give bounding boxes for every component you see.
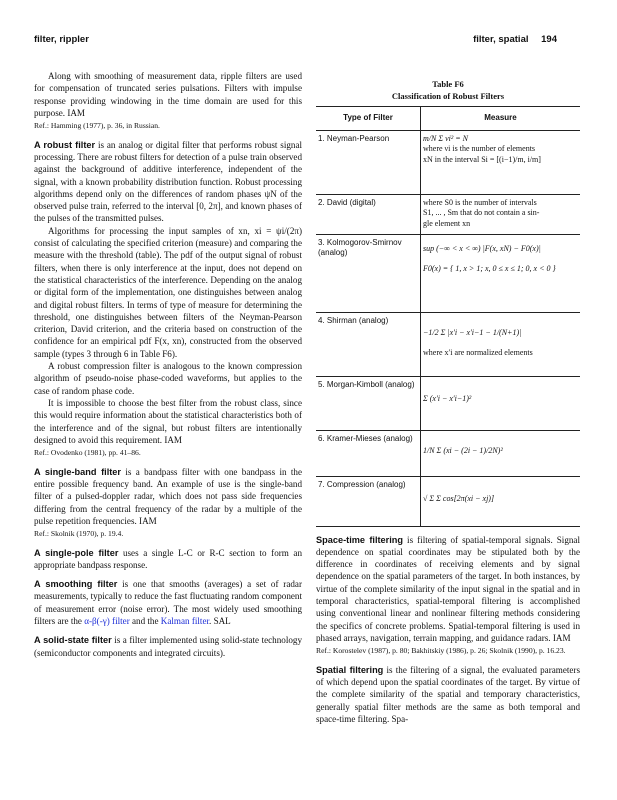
measure-cell: m/N Σ νi² = N where νi is the number of elements xN in the interval Si = [(i−1)/m, i/m] (421, 130, 581, 194)
filter-type: 5. Morgan-Kimboll (analog) (316, 376, 421, 430)
table-row (316, 194, 580, 234)
measure-cell: −1/2 Σ |x′i − x′i−1 − 1/(N+1)| where x′i are normalized elements (421, 312, 581, 376)
intro-paragraph: Along with smoothing of measurement data, ripple filters are used for compensation of truncated series pulsations. Filters with impulse response providing windowing in the time domain are used for this purpose. IAM (34, 71, 302, 118)
column-header-type: Type of Filter (316, 107, 421, 131)
intro-reference: Ref.: Hamming (1977), p. 36, in Russian. (34, 121, 160, 131)
page-number: 194 (541, 34, 557, 45)
table-number: Table F6 (432, 79, 464, 89)
robust-paragraph-3: A robust compression filter is analogous to the known compression algorithm of pseudo-noise phase-coded waveforms, but applies to the case of random phase code. (34, 361, 302, 396)
spatial-term: Spatial filtering (316, 664, 384, 675)
single-pole-term: A single-pole filter (34, 547, 119, 558)
table-row (316, 376, 580, 430)
measure-cell: √ Σ Σ cos[2π(xi − xj)] (421, 476, 581, 526)
single-band-reference: Ref.: Skolnik (1970), p. 19.4. (34, 529, 124, 539)
filter-type: 2. David (digital) (316, 194, 421, 234)
solid-state-term: A solid-state filter (34, 635, 112, 646)
space-time-reference: Ref.: Korostelev (1987), p. 80; Bakhitskiy (1986), p. 26; Skolnik (1990), p. 16.23. (316, 646, 566, 656)
table-row (316, 234, 580, 312)
robust-paragraph-4: It is impossible to choose the best filter from the robust class, since this would require information about the statistical characteristics both of the interference and of the signal, but robust filters are intentionally designed to avoid this requirement. IAM (34, 397, 302, 445)
measure-cell: Σ (x′i − x′i−1)² (421, 376, 581, 430)
table-row (316, 476, 580, 526)
table-caption: Classification of Robust Filters (391, 91, 505, 101)
alpha-beta-filter-link[interactable]: α-β(-γ) filter (84, 616, 130, 627)
filter-type: 4. Shirman (analog) (316, 312, 421, 376)
running-head-left: filter, rippler (34, 34, 89, 45)
robust-paragraph-2: Algorithms for processing the input samples of xn, xi = ψi/(2π) consist of calculating the specified criterion (measure) and comparing the measure with the threshold (table). The pdf of the output signal of robust filters, when there is only interference at the input, does not depend on the statistical characteristics of the interference. Depending on the analog or digital form of the implementation, one distinguishes between analog and digital robust filters. In terms of type of measure for determining the threshold, one distinguishes between filters of the Neyman-Pearson criterion, David criterion, and the criteria based on construction of the confidence for an empirical pdf F(x, xn), constructed from the observed sample (types 3 through 6 in Table F6). (34, 225, 302, 359)
robust-filter-term: A robust filter (34, 139, 96, 150)
table-row (316, 312, 580, 376)
solid-state-entry: A solid-state filter is a filter implemented using solid-state technology (semiconductor components and integrated circuits). (34, 635, 302, 658)
left-column (34, 70, 302, 659)
robust-filter-entry: A robust filter is an analog or digital filter that performs robust signal processing. There are robust filters for detection of a pulse train observed against the background of additive interference, independent of the signal, with a known probability distribution function. Robust processing algorithms depend only on the differences of random phases ψN of the observed pulse train, referred to the interval [0, 2π], and known phases of the pulses of the transmitted pulses. (34, 139, 303, 224)
column-header-measure: Measure (421, 107, 581, 131)
running-head-right (473, 34, 557, 45)
spatial-entry: Spatial filtering is the filtering of a signal, the evaluated parameters of which depend upon the spatial coordinates of the target. By virtue of the complete similarity of the spatial and temporary characteristics, generally spatial filter methods are the same as both temporal and space-time filtering. Spa- (316, 664, 580, 724)
running-head-term: filter, spatial (473, 34, 529, 45)
smoothing-term: A smoothing filter (34, 579, 118, 590)
space-time-term: Space-time filtering (316, 534, 404, 545)
space-time-entry: Space-time filtering is filtering of spatial-temporal signals. Signal dependence on spatial coordinates may be stipulated both by the difference in coordinates of receiving elements and by signal dependence on the spatial parameters of the target. In both instances, by virtue of the complete similarity of the input signal in the spatial and in temporal characteristics, spatial-temporal filtering is accomplished using conventional linear and nonlinear filtering methods considering the specifics of concrete problems. Spatial-temporal filtering is used in phased arrays, navigation, terrain mapping, and guidance radars. IAM (316, 534, 580, 643)
robust-reference: Ref.: Ovodenko (1981), pp. 41–86. (34, 448, 141, 458)
table-row (316, 430, 580, 476)
smoothing-entry: A smoothing filter is one that smooths (averages) a set of radar measurements, typically to reduce the fast fluctuating random component of measurement error (noise error). The most widely used smoothing filters are the α-β(-γ) filter and the Kalman filter. SAL (34, 579, 302, 627)
filter-type: 1. Neyman-Pearson (316, 130, 421, 194)
single-band-term: A single-band filter (34, 466, 121, 477)
right-column (316, 70, 580, 725)
robust-filters-table (316, 106, 580, 527)
measure-cell: sup (−∞ < x < ∞) |F(x, xN) − F0(x)| F0(x) = { 1, x > 1; x, 0 ≤ x ≤ 1; 0, x < 0 } (421, 234, 581, 312)
measure-cell: 1/N Σ (xi − (2i − 1)/2N)² (421, 430, 581, 476)
filter-type: 6. Kramer-Mieses (analog) (316, 430, 421, 476)
measure-cell: where S0 is the number of intervals S1, ... , Sm that do not contain a sin- gle element xn (421, 194, 581, 234)
kalman-filter-link[interactable]: Kalman filter (160, 616, 210, 627)
single-pole-entry: A single-pole filter uses a single L-C or R-C section to form an appropriate bandpass response. (34, 547, 302, 570)
table-row (316, 130, 580, 194)
filter-type: 3. Kolmogorov-Smirnov (analog) (316, 234, 421, 312)
filter-type: 7. Compression (analog) (316, 476, 421, 526)
single-band-entry: A single-band filter is a bandpass filter with one bandpass in the entire possible frequency band. An example of use is the single-band filter of a pulsed-doppler radar, which does not pass side frequencies differing from the central frequency of the radar by a multiple of the pulse repetition frequencies. IAM (34, 466, 302, 526)
